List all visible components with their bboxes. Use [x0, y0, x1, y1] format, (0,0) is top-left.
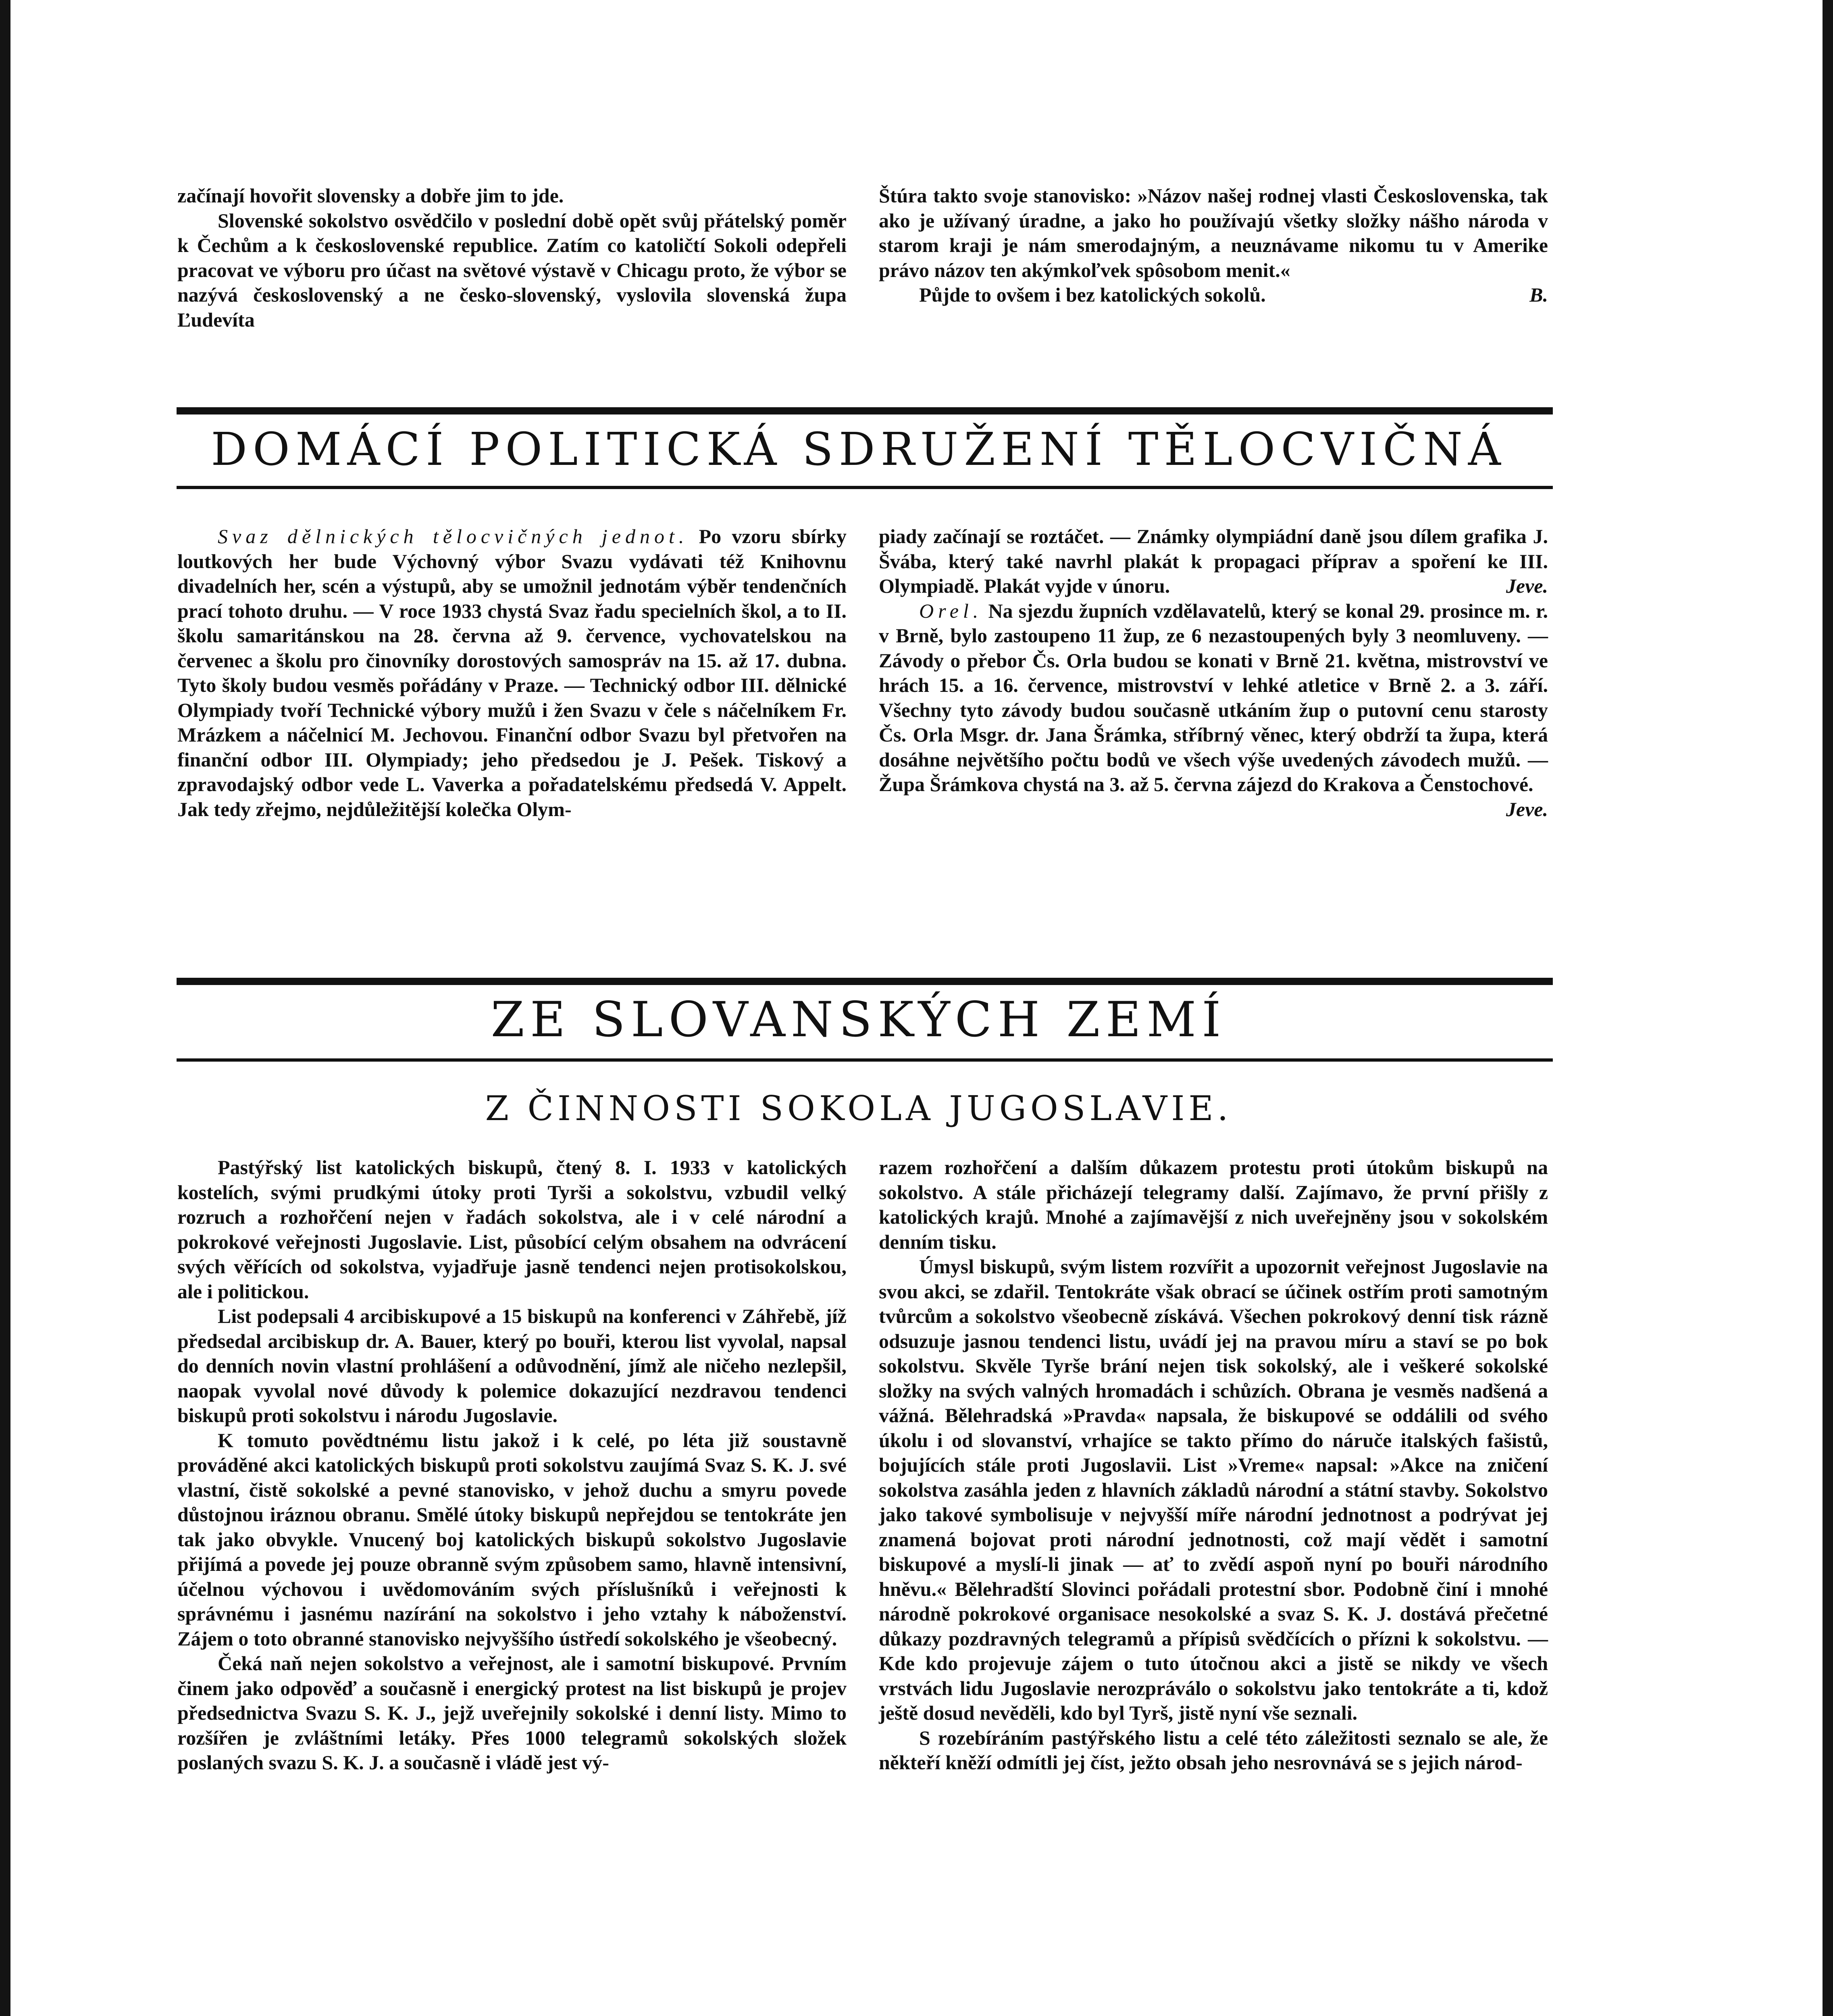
section-rule-bottom: [177, 486, 1553, 489]
paragraph: Úmysl biskupů, svým listem rozvířit a upozornit veřejnost Jugoslavie na svou akci, se zdařil. Tentokráte však obrací se účinek ostřím proti samotným tvůrcům a sokolstvo všeobecně získává. Všechen pokrokový denní tisk rázně odsuzuje jasnou tendenci listu, uvádí jej na pravou míru a staví se po bok sokolstvu. Skvěle Tyrše brání nejen tisk sokolský, ale i veškeré sokolské složky na svých valných hromadách i schůzích. Obrana je vesměs nadšená a vážná. Bělehradská »Pravda« napsala, že biskupové se oddálili od svého úkolu i od slovanství, vrhajíce se takto přímo do náruče italských fašistů, bojujících stále proti Jugoslavii. List »Vreme« napsal: »Akce na zničení sokolstva zasáhla jeden z hlavních základů národní a státní stavby. Sokolstvo jako takové symbolisuje v nejvyšší míře národní jednotnost a podrývat jej znamená bojovat proti národní jednotnosti, což mají vědět i samotní biskupové a myslí-li jinak — ať to zvědí aspoň nyní po bouři národního hněvu.« Bělehradští Slovinci pořádali protestní sbor. Podobně činí i mnohé národně pokrokové organisace nesokolské a svaz S. K. J. dostává přečetné důkazy pozdravných telegramů a přípisů svědčících o přízni k sokolstvu. — Kde kdo projevuje zájem o tuto útočnou akci a jistě se nikdy ve všech vrstvách lidu Jugoslavie nerozpráválo o sokolstvu jako tentokráte a ti, kdož ještě dosud nevěděli, kdo byl Tyrš, jistě nyní vše seznali.: [879, 1255, 1548, 1724]
paragraph-text: Na sjezdu župních vzdělavatelů, který se konal 29. prosince m. r. v Brně, bylo zastoupeno 11 žup, ze 6 nezastoupených byly 3 neomluveny. — Závody o přebor Čs. Orla budou se konati v Brně 21. května, mistrovství ve hrách 15. a 16. července, mistrovství v lehké atletice v Brně 2. a 3. září. Všechny tyto závody budou současně utkáním žup o putovní cenu starosty Čs. Orla Msgr. dr. Jana Šrámka, stříbrný věnec, který obdrží ta župa, která dosáhne největšího počtu bodů ve všech výše uvedených závodech mužů. — Župa Šrámkova chystá na 3. až 5. června zájezd do Krakova a Čenstochové.: [879, 599, 1548, 796]
article-subheading: Z ČINNOSTI SOKOLA JUGOSLAVIE.: [485, 1089, 1232, 1128]
paragraph: Čeká naň nejen sokolstvo a veřejnost, ale i samotní biskupové. Prvním činem jako odpověď a současně i energický protest na list biskupů je projev předsednictva Svazu S. K. J., jejž uveřejnily sokolské i denní listy. Mimo to rozšířen je zvláštními letáky. Přes 1000 telegramů sokolských složek poslaných svazu S. K. J. a současně i vládě jest vý-: [177, 1652, 847, 1774]
paragraph-lead: Orel.: [919, 599, 983, 622]
paragraph: začínají hovořit slovensky a dobře jim to jde.: [177, 184, 564, 207]
paragraph-text: piady začínají se roztáčet. — Známky olympiádní daně jsou dílem grafika J. Švába, který také navrhl plakát k propagaci příprav a spoření ke III. Olympiadě. Plakát vyjde v únoru.: [879, 525, 1548, 597]
section-heading: ZE SLOVANSKÝCH ZEMÍ: [491, 992, 1227, 1048]
paragraph-text: Půjde to ovšem i bez katolických sokolů.: [919, 283, 1266, 306]
paragraph-lead: Svaz dělnických tělocvičných jednot.: [218, 525, 689, 548]
section1-right-column: [879, 524, 1548, 822]
section-rule-bottom: [177, 1058, 1553, 1062]
section-rule-top: [177, 407, 1553, 414]
paragraph: [177, 524, 847, 822]
paragraph: List podepsali 4 arcibiskupové a 15 biskupů na konferenci v Záhřebě, jíž předsedal arcibiskup dr. A. Bauer, který po bouři, kterou list vyvolal, napsal do denních novin vlastní prohlášení a odůvodnění, jímž ale ničeho nezlepšil, naopak vyvolal nové důvody k polemice dokazující nezdravou tendenci biskupů proti sokolstvu i národu Jugoslavie.: [177, 1305, 847, 1427]
paragraph: [879, 524, 1548, 599]
paragraph: Pastýřský list katolických biskupů, čtený 8. I. 1933 v katolických kostelích, svými prudkými útoky proti Tyrši a sokolstvu, vzbudil velký rozruch a rozhořčení nejen v řadách sokolstva, ale i v celé národní a pokrokové veřejnosti Jugoslavie. List, působící celým obsahem na odvrácení svých věřících od sokolstva, vyjadřuje jasně tendenci nejen protisokolskou, ale i politickou.: [177, 1156, 847, 1303]
paragraph: S rozebíráním pastýřského listu a celé této záležitosti seznalo se ale, že někteří kněží odmítli jej číst, ježto obsah jeho nesrovnává se s jejich národ-: [879, 1726, 1548, 1774]
paragraph: Slovenské sokolstvo osvědčilo v poslední době opět svůj přátelský poměr k Čechům a k československé republice. Zatím co katoličtí Sokoli odepřeli pracovat ve výboru pro účast na světové výstavě v Chicagu proto, že výbor se nazývá československý a ne česko-slovenský, vyslovila slovenská župa Ľudevíta: [177, 209, 847, 331]
top-left-column: [177, 183, 847, 332]
section-rule-top: [177, 978, 1553, 985]
author-signature: Jeve.: [1506, 575, 1548, 597]
top-right-column: [879, 183, 1548, 308]
paragraph: Štúra takto svoje stanovisko: »Názov našej rodnej vlasti Československa, tak ako je užívaný úradne, a jako ho používajú všetky složky nášho národa v starom kraji je nám smerodajným, a neuznávame nikomu tu v Amerike právo názov ten akýmkoľvek spôsobom menit.«: [879, 184, 1548, 281]
paragraph-text: Po vzoru sbírky loutkových her bude Výchovný výbor Svazu vydávati též Knihovnu divadelních her, scén a výstupů, aby se umožnil jednotám výběr tendenčních prací tohoto druhu. — V roce 1933 chystá Svaz řadu specielních škol, a to II. školu samaritánskou na 28. června až 9. července, vychovatelskou na červenec a školu pro činovníky dorostových samospráv na 15. až 17. dubna. Tyto školy budou vesměs pořádány v Praze. — Technický odbor III. dělnické Olympiady tvoří Technické výbory mužů i žen Svazu v čele s náčelníkem Fr. Mrázkem a náčelnicí M. Jechovou. Finanční odbor Svazu byl přetvořen na finanční odbor III. Olympiady; jeho předsedou je J. Pešek. Tiskový a zpravodajský odbor vede L. Vaverka a pořadatelskému předsedá V. Appelt. Jak tedy zřejmo, nejdůležitější kolečka Olym-: [177, 525, 847, 821]
paragraph: razem rozhořčení a dalším důkazem protestu proti útokům biskupů na sokolstvo. A stále přicházejí telegramy další. Zajímavo, že první přišly z katolických krajů. Mnohé a zajímavější z nich uveřejněny jsou v sokolském denním tisku.: [879, 1156, 1548, 1253]
section-heading: DOMÁCÍ POLITICKÁ SDRUŽENÍ TĚLOCVIČNÁ: [211, 423, 1506, 476]
paragraph: K tomuto povědtnému listu jakož i k celé, po léta již soustavně prováděné akci katolických biskupů proti sokolstvu zaujímá Svaz S. K. J. své vlastní, čistě sokolské a pevné stanovisko, v jehož duchu a smyru povede důstojnou iráznou obranu. Smělé útoky biskupů nepřejdou se tentokráte jen tak jako obvykle. Vnucený boj katolických biskupů sokolstvo Jugoslavie přijímá a povede jej pouze obranně svým způsobem samo, hlavně intensivní, účelnou výchovou i uvědomováním svých příslušníků i veřejnosti k správnému i jasnému nazírání na sokolstvo i jeho vztahy k náboženství. Zájem o toto obranné stanovisko nejvyššího ústředí sokolského je všeobecný.: [177, 1429, 847, 1650]
paragraph: [879, 797, 1548, 822]
section1-left-column: [177, 524, 847, 822]
author-signature: B.: [1529, 283, 1548, 306]
section2-right-column: [879, 1155, 1548, 1775]
paragraph: [879, 599, 1548, 797]
author-signature: Jeve.: [1506, 798, 1548, 821]
paragraph: [879, 283, 1548, 308]
section2-left-column: [177, 1155, 847, 1775]
